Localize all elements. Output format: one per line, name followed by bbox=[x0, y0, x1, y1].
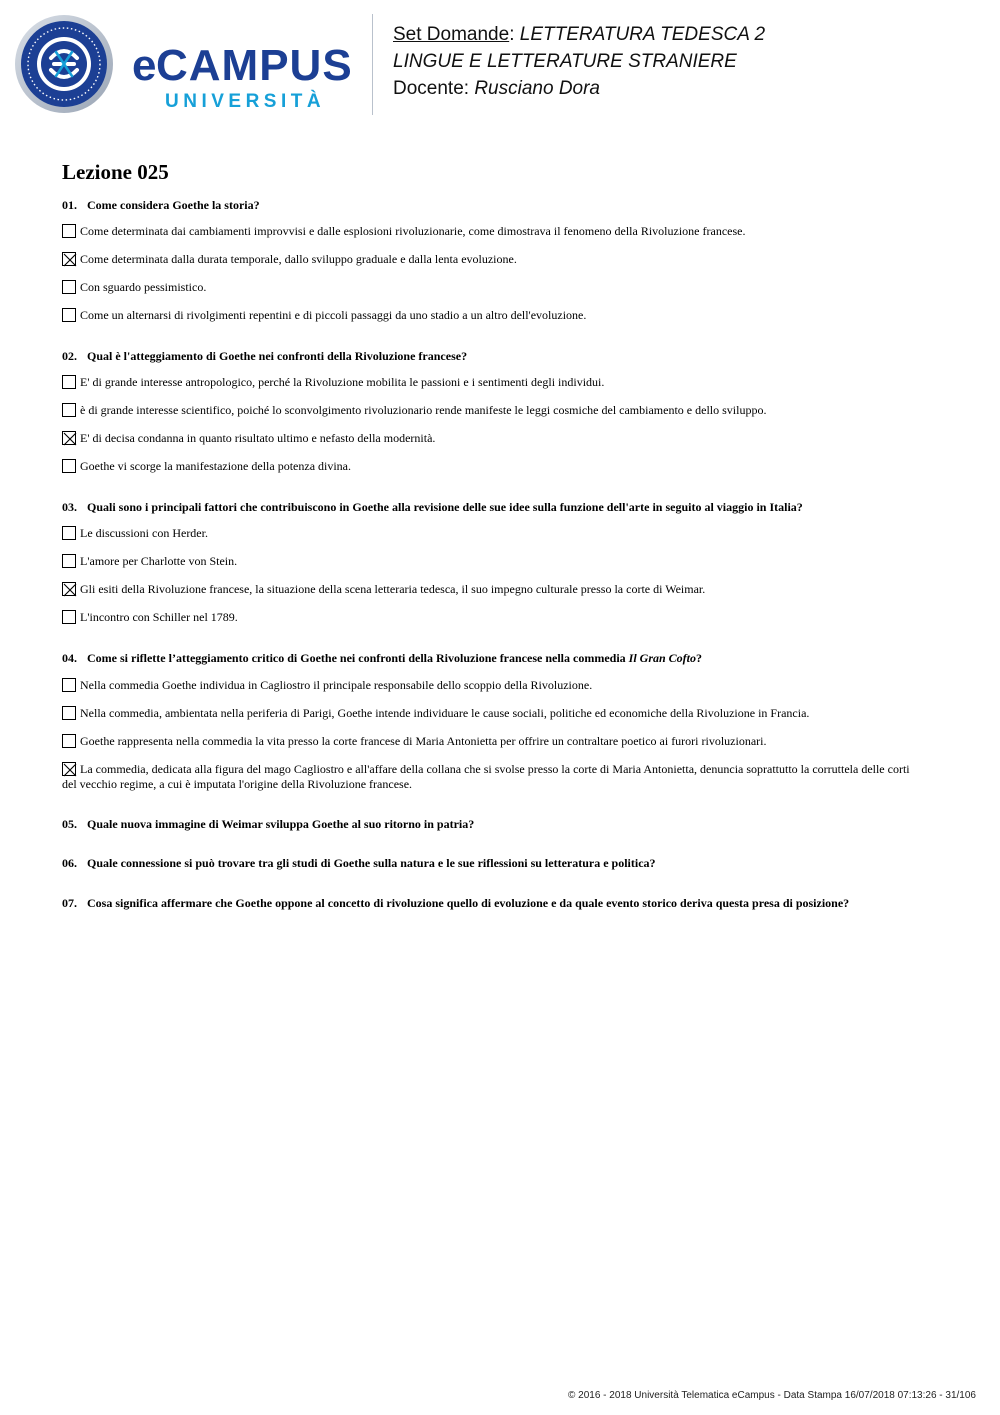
set-label: Set Domande bbox=[393, 24, 510, 45]
header-divider bbox=[372, 14, 373, 115]
docente-line bbox=[393, 75, 765, 102]
checkbox[interactable] bbox=[62, 224, 76, 238]
question-05: 05. Quale nuova immagine di Weimar sviluppa Goethe al suo ritorno in patria? bbox=[62, 817, 475, 831]
checked-checkbox[interactable] bbox=[62, 252, 76, 266]
lesson-title: Lezione 025 bbox=[62, 160, 169, 184]
checkbox[interactable] bbox=[62, 526, 76, 540]
checkbox[interactable] bbox=[62, 280, 76, 294]
svg-text:CAMPUS: CAMPUS bbox=[156, 41, 353, 90]
ecampus-logo bbox=[14, 14, 359, 119]
play-title: Il Gran Cofto bbox=[628, 651, 697, 665]
docente-name: Rusciano Dora bbox=[474, 78, 600, 99]
checkbox[interactable] bbox=[62, 706, 76, 720]
checked-checkbox[interactable] bbox=[62, 582, 76, 596]
answer-option[interactable]: Le discussioni con Herder. bbox=[62, 526, 932, 541]
answer-option[interactable]: Come un alternarsi di rivolgimenti repentini e di piccoli passaggi da uno stadio a un altro dell'evoluzione. bbox=[62, 308, 932, 323]
answer-option[interactable]: Nella commedia Goethe individua in Cagliostro il principale responsabile dello scoppio della Rivoluzione. bbox=[62, 678, 932, 693]
page-header bbox=[0, 0, 1000, 130]
checkbox[interactable] bbox=[62, 403, 76, 417]
answer-option[interactable]: La commedia, dedicata alla figura del mago Cagliostro e all'affare della collana che si svolse presso la corte di Maria Antonietta, denuncia soprattutto la corruttela delle corti del vecchio regime, a cui è imputata l'origine della Rivoluzione francese. bbox=[62, 762, 910, 791]
checked-checkbox[interactable] bbox=[62, 762, 76, 776]
answer-option[interactable]: L'amore per Charlotte von Stein. bbox=[62, 554, 932, 569]
checkbox[interactable] bbox=[62, 308, 76, 322]
checkbox[interactable] bbox=[62, 734, 76, 748]
course-title-line: Set Domande: LETTERATURA TEDESCA 2 bbox=[393, 24, 766, 45]
question-01: 01. Come considera Goethe la storia? bbox=[62, 198, 260, 212]
degree-line: LINGUE E LETTERATURE STRANIERE bbox=[393, 51, 737, 72]
answer-option[interactable]: Come determinata dai cambiamenti improvvisi e dalle esplosioni rivoluzionarie, come dimostrava il fenomeno della Rivoluzione francese. bbox=[62, 224, 932, 239]
checked-checkbox[interactable] bbox=[62, 431, 76, 445]
question-03: 03. Quali sono i principali fattori che contribuiscono in Goethe alla revisione delle sue idee sulla funzione dell'arte in seguito al viaggio in Italia? bbox=[62, 500, 803, 514]
answer-option[interactable]: Goethe vi scorge la manifestazione della potenza divina. bbox=[62, 459, 932, 474]
answer-option[interactable]: Con sguardo pessimistico. bbox=[62, 280, 932, 295]
answer-option[interactable]: Goethe rappresenta nella commedia la vita presso la corte francese di Maria Antonietta per offrire un contraltare poetico ai furori rivoluzionari. bbox=[62, 734, 932, 749]
answer-option[interactable]: Come determinata dalla durata temporale, dallo sviluppo graduale e dalla lenta evoluzione. bbox=[62, 252, 932, 267]
checkbox[interactable] bbox=[62, 459, 76, 473]
question-07: 07. Cosa significa affermare che Goethe oppone al concetto di rivoluzione quello di evoluzione e da quale evento storico deriva questa presa di posizione? bbox=[62, 896, 850, 910]
answer-option[interactable]: Gli esiti della Rivoluzione francese, la situazione della scena letteraria tedesca, il suo impegno culturale presso la corte di Weimar. bbox=[62, 582, 932, 597]
checkbox[interactable] bbox=[62, 678, 76, 692]
answer-option[interactable]: L'incontro con Schiller nel 1789. bbox=[62, 610, 932, 625]
docente-label: Docente: bbox=[393, 78, 470, 99]
question-04: 04. Come si riflette l’atteggiamento critico di Goethe nei confronti della Rivoluzione francese nella commedia Il Gran Cofto? bbox=[62, 651, 703, 665]
svg-text:UNIVERSITÀ: UNIVERSITÀ bbox=[165, 91, 326, 112]
page-footer: © 2016 - 2018 Università Telematica eCampus - Data Stampa 16/07/2018 07:13:26 - 31/106 bbox=[568, 1390, 976, 1401]
course-title: LETTERATURA TEDESCA 2 bbox=[519, 24, 766, 45]
answer-option[interactable]: è di grande interesse scientifico, poiché lo sconvolgimento rivoluzionario rende manifeste le leggi cosmiche del cambiamento e dello sviluppo. bbox=[62, 403, 932, 418]
course-info bbox=[393, 21, 765, 102]
question-06: 06. Quale connessione si può trovare tra gli studi di Goethe sulla natura e le sue riflessioni su letteratura e politica? bbox=[62, 856, 656, 870]
svg-text:e: e bbox=[132, 41, 157, 90]
answer-option[interactable]: Nella commedia, ambientata nella periferia di Parigi, Goethe intende individuare le cause sociali, politiche ed economiche della Rivoluzione in Francia. bbox=[62, 706, 932, 721]
checkbox[interactable] bbox=[62, 375, 76, 389]
answer-option[interactable]: E' di grande interesse antropologico, perché la Rivoluzione mobilita le passioni e i sentimenti degli individui. bbox=[62, 375, 932, 390]
checkbox[interactable] bbox=[62, 610, 76, 624]
question-02: 02. Qual è l'atteggiamento di Goethe nei confronti della Rivoluzione francese? bbox=[62, 349, 468, 363]
checkbox[interactable] bbox=[62, 554, 76, 568]
answer-option[interactable]: E' di decisa condanna in quanto risultato ultimo e nefasto della modernità. bbox=[62, 431, 932, 446]
